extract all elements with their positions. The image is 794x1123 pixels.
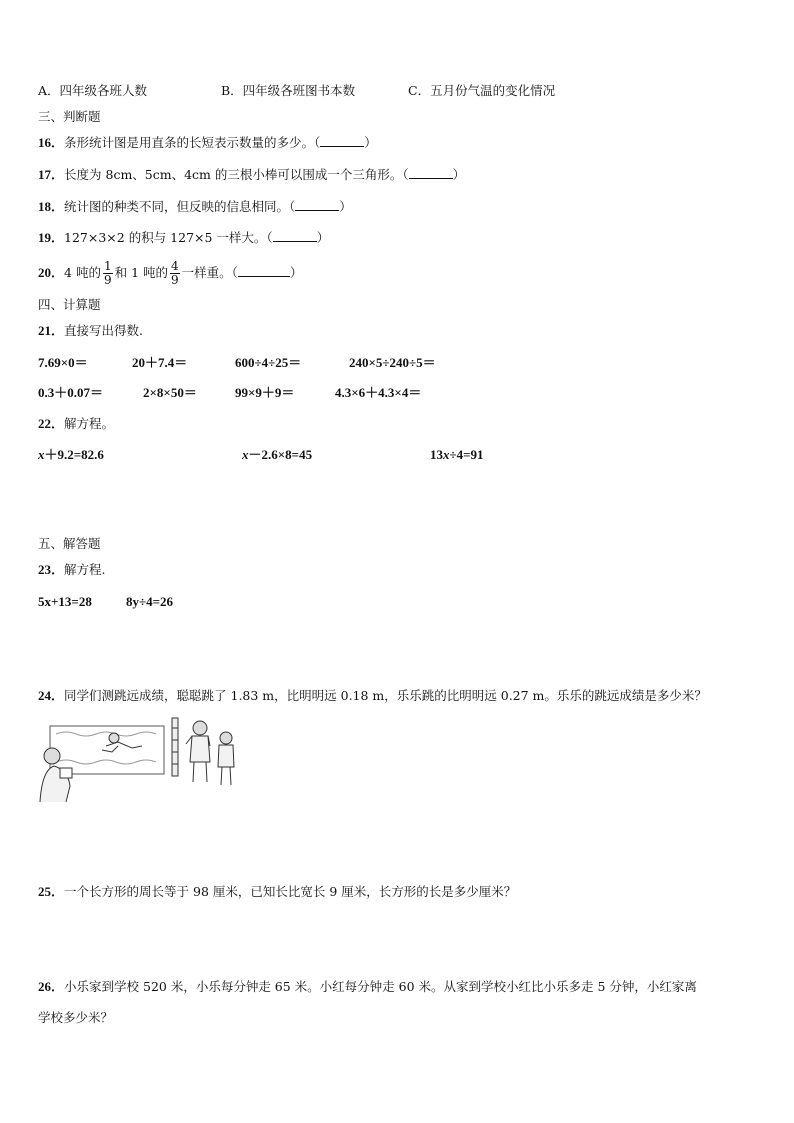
question-text: 解方程. [64,562,106,577]
paren-close: ） [364,135,377,150]
calc-item: 4.3×6＋4.3×4＝ [335,385,422,400]
question-text-pre: 4 吨的 [64,265,101,280]
calc-item: 0.3＋0.07＝ [38,385,104,400]
question-text-post: 一样重。（ [181,265,238,280]
question-number: 22． [38,416,65,431]
equation-3 [430,447,484,463]
question-21 [38,323,143,339]
calc-item: 99×9＋9＝ [235,385,295,400]
paren-close: ） [452,167,466,182]
answer-blank[interactable] [295,199,339,211]
answer-blank[interactable] [320,135,364,147]
section-title-word-problems: 五、解答题 [38,536,101,551]
question-text: 直接写出得数. [64,323,143,338]
question-text: 统计图的种类不同，但反映的信息相同。（ [64,199,296,214]
question-number: 21． [38,323,65,338]
fraction-denominator: 9 [171,273,179,287]
question-text-mid: 和 1 吨的 [114,265,168,280]
equation-5x: 5x+13=28 [38,594,92,609]
question-24 [38,688,707,704]
question-number: 20． [38,265,65,280]
question-19 [38,230,329,246]
variable: x [38,447,45,462]
variable: x [242,447,249,462]
question-16 [38,135,377,151]
section-title-calculation: 四、计算题 [38,297,101,312]
question-text-line1: 小乐家到学校 520 米，小乐每分钟走 65 米。小红每分钟走 60 米。从家到学校小红比小乐多走 5 分钟，小红家离 [64,979,697,994]
equation-8y: 8y÷4=26 [126,594,174,609]
question-22 [38,416,114,432]
fraction-four-ninths [170,260,180,287]
question-number: 25． [38,884,65,899]
paren-close: ） [289,265,303,280]
question-text: 解方程。 [64,416,115,431]
option-b: B．四年级各班图书本数 [221,83,356,98]
question-number: 26． [38,979,65,994]
answer-blank[interactable] [238,265,290,277]
calc-item: 7.69×0＝ [38,355,88,370]
calc-item: 2×8×50＝ [143,385,197,400]
paren-close: ） [339,199,352,214]
fraction-numerator: 4 [171,259,179,273]
question-number: 19． [38,230,65,245]
question-18 [38,199,352,215]
option-a: A．四年级各班人数 [38,83,148,98]
question-17 [38,167,465,183]
fraction-one-ninth [103,260,113,287]
equation-1 [38,447,104,463]
question-26 [38,979,697,995]
paren-close: ） [316,230,330,245]
equation-rest: ÷4=91 [449,447,484,462]
section-title-judgement: 三、判断题 [38,109,101,124]
calc-item: 20＋7.4＝ [132,355,188,370]
question-20 [38,258,302,288]
question-text: 长度为 8cm、5cm、4cm 的三根小棒可以围成一个三角形。（ [64,167,409,182]
answer-blank[interactable] [273,230,317,242]
question-text: 同学们测跳远成绩，聪聪跳了 1.83 m，比明明远 0.18 m，乐乐跳的比明明远 0.27 m。乐乐的跳远成绩是多少米？ [64,688,707,703]
question-number: 18． [38,199,65,214]
question-text: 127×3×2 的积与 127×5 一样大。（ [64,230,273,245]
question-number: 16． [38,135,65,150]
coefficient: 13 [430,447,443,462]
question-23 [38,562,106,578]
fraction-denominator: 9 [103,273,112,287]
equation-rest: ＋9.2=82.6 [44,447,104,462]
question-number: 17． [38,167,65,182]
equation-2 [242,447,312,463]
calc-item: 600÷4÷25＝ [235,355,302,370]
option-c: C．五月份气温的变化情况 [408,83,556,98]
variable: x [443,447,450,462]
question-number: 24． [38,688,65,703]
question-number: 23． [38,562,65,577]
fraction-numerator: 1 [103,259,112,273]
calc-item: 240×5÷240÷5＝ [349,355,436,370]
answer-blank[interactable] [409,167,453,179]
long-jump-illustration [36,716,242,804]
equation-rest: －2.6×8=45 [248,447,313,462]
question-text: 条形统计图是用直条的长短表示数量的多少。（ [64,135,321,150]
question-text: 一个长方形的周长等于 98 厘米，已知长比宽长 9 厘米，长方形的长是多少厘米？ [64,884,517,899]
question-26-continued: 学校多少米？ [38,1010,114,1025]
question-25 [38,884,516,900]
